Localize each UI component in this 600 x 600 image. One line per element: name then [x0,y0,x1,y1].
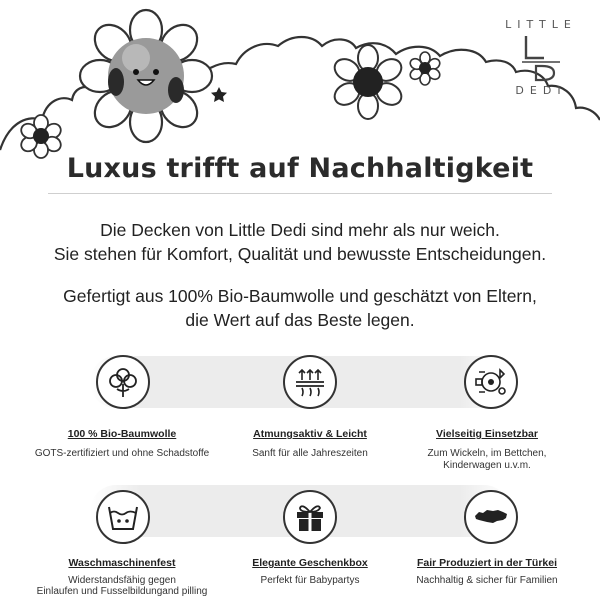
logo-text-top: LITTLE [505,18,577,31]
intro-line-4: die Wert auf das Beste legen. [185,310,415,330]
feature-desc-line-2: Kinderwagen u.v.m. [443,460,531,471]
gift-icon [283,490,337,544]
feature-desc: GOTS-zertifiziert und ohne Schadstoffe [34,448,210,459]
feature-turkey [392,557,582,597]
versatile-icon [464,355,518,409]
page-title: Luxus trifft auf Nachhaltigkeit [66,153,534,184]
small-flower-icon [408,52,441,85]
intro-line-3: Gefertigt aus 100% Bio-Baumwolle und geschätzt von Eltern, [63,286,537,306]
feature-gift [215,557,405,597]
feature-desc: Perfekt für Babypartys [260,575,360,586]
feature-title: Vielseitig Einsetzbar [436,428,538,440]
breathable-fabric-icon [283,355,337,409]
medium-flower-icon [331,45,406,119]
intro-line-1: Die Decken von Little Dedi sind mehr als nur weich. [100,220,500,240]
star-icon [211,87,227,102]
logo-text-bottom: DEDI [515,84,567,97]
feature-breathable [215,428,405,468]
feature-desc-line-1: Zum Wickeln, im Bettchen, [427,448,547,459]
cotton-icon [96,355,150,409]
feature-desc: Sanft für alle Jahreszeiten [252,448,368,459]
feature-title: Fair Produziert in der Türkei [416,557,558,569]
intro-paragraph-1 [0,218,600,266]
feature-desc-line-1: Widerstandsfähig gegen [68,575,176,586]
intro-line-2: Sie stehen für Komfort, Qualität und bewusste Entscheidungen. [53,244,547,264]
feature-title: Waschmaschinenfest [68,557,176,569]
feature-title: Atmungsaktiv & Leicht [253,428,367,440]
turkey-map-icon [464,490,518,544]
washing-icon [96,490,150,544]
intro-paragraph-2 [0,284,600,332]
feature-washing [27,557,217,597]
feature-title: 100 % Bio-Baumwolle [67,428,177,440]
brand-logo [482,0,600,108]
logo-mark-icon [518,34,564,82]
left-flower-icon [19,115,64,158]
feature-desc-line-2: Einlaufen und Fusselbildungand pilling [36,586,208,597]
feature-title: Elegante Geschenkbox [252,557,368,569]
title-divider [48,193,552,194]
feature-cotton [27,428,217,468]
feature-desc: Nachhaltig & sicher für Familien [416,575,558,586]
feature-versatile [392,428,582,480]
big-flower-icon [80,10,212,142]
